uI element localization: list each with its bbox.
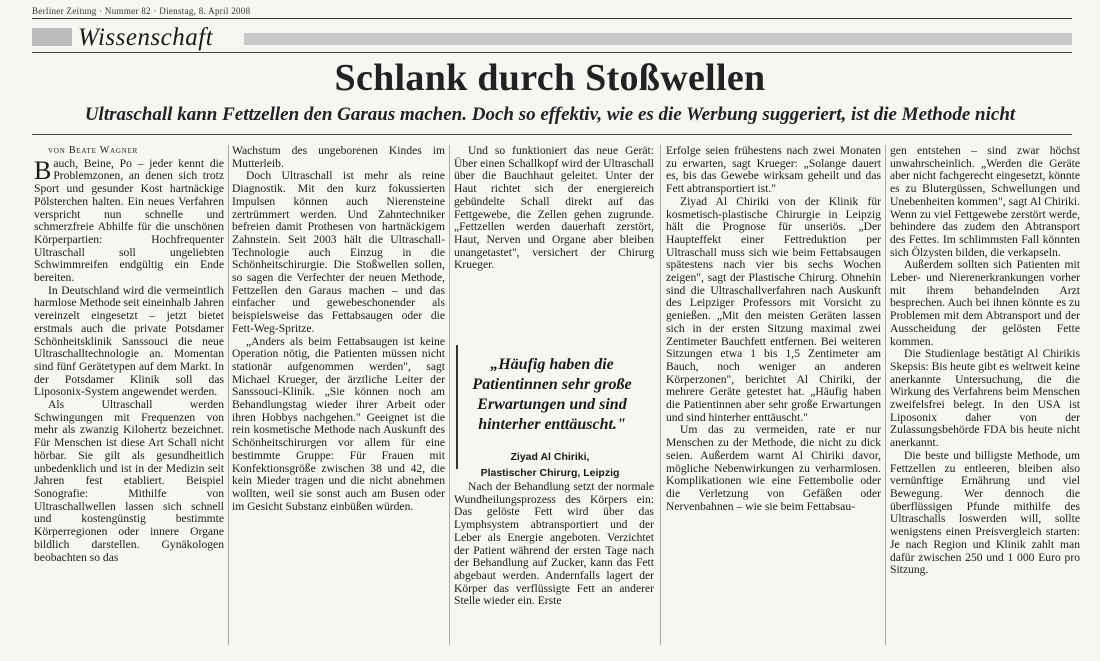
drop-cap: B bbox=[34, 155, 52, 185]
column-divider bbox=[660, 145, 661, 645]
paragraph: Ziyad Al Chiriki von der Klinik für kosmetisch-plastische Chirurgie in Leipzig hält die Prognose für unseriös. „Der Haupteffekt einer Fettreduktion per Ultraschall muss sich wie beim Fettabsaugen spätestens nach vier bis sechs Wochen zeigen", sagt der Plastische Chirurg. Ohnehin sind die Ultraschallverfahren nach Auskunft des Leipziger Professors mit Vorsicht zu genießen. „Mit den meisten Geräten lassen sich in der ersten Sitzung maximal zwei Zentimeter Bauchfett entfernen. Bei weiteren Sitzungen etwa 1 bis 1,5 Zentimeter am Bauch, noch weniger an anderen Körperzonen", berichtet Al Chiriki, der mehrere Geräte getestet hat. „Häufig haben die Patientinnen aber sehr große Erwartungen und sind hinterher enttäuscht." bbox=[666, 194, 881, 424]
masthead-rule bbox=[32, 18, 1072, 19]
paragraph: Doch Ultraschall ist mehr als reine Diagnostik. Mit den kurz fokussierten Impulsen können auch Nierensteine zertrümmert werden. Und Zahntechniker befreien damit Prothesen von hartnäckigem Zahnstein. Seit 2003 hält die Ultraschall-Technologie auch Einzug in die Schönheitschirurgie. Die Stoßwellen sollen, so sagen die Verfechter der neuen Methode, Fettzellen den Garaus machen – und das einfacher und gewebeschonender als beispielsweise das Fettabsaugen oder die Fett-Weg-Spritze. bbox=[232, 169, 445, 335]
paragraph: gen entstehen – sind zwar höchst unwahrscheinlich. „Werden die Geräte aber nicht fachgerecht eingesetzt, könnte es zu Blutergüssen, Schwellungen und Unebenheiten kommen", sagt Al Chiriki. Wenn zu viel Fettgewebe zerstört werde, behindere das zudem den Abtransport des Fettes. Im schlimmsten Fall könnten sich Ölzysten bilden, die verkapseln. bbox=[890, 144, 1080, 259]
article-column-1 bbox=[34, 145, 224, 564]
paragraph: Und so funktioniert das neue Gerät: Über einen Schallkopf wird der Ultraschall über die Bauchhaut geleitet. Unter der Haut richtet sich der energiereich gebündelte Schall direkt auf das Fettgewebe, die Zellen gehen zugrunde. „Fettzellen werden dauerhaft zerstört, Haut, Nerven und Organe aber bleiben unangetastet", versichert der Chirurg Krueger. bbox=[454, 144, 654, 272]
headline: Schlank durch Stoßwellen bbox=[334, 57, 766, 99]
paragraph: „Anders als beim Fettabsaugen ist keine Operation nötig, die Patienten müssen nicht stationär aufgenommen werden", sagt Michael Krueger, der ärztliche Leiter der Sanssouci-Klinik. „Sie können noch am Behandlungstag wieder ihrer Arbeit oder ihren Hobbys nachgehen." Geeignet ist die rein kosmetische Methode nach Auskunft des Schönheitschirurgen vor allem für eine bestimmte Gruppe: Für Frauen mit Konfektionsgröße zwischen 38 und 42, die kein Mieder tragen und die nicht abnehmen wollten, weil sie sonst auch am Busen oder im Gesicht Substanz einbüßen würden. bbox=[232, 334, 445, 513]
article-column-4 bbox=[666, 145, 881, 513]
section-bar-right bbox=[244, 33, 1072, 45]
column-divider bbox=[228, 145, 229, 645]
paragraph: Als Ultraschall werden Schwingungen mit Frequenzen von mehr als zwanzig Kilohertz bezeichnet. Für Menschen ist diese Art Schall nicht hörbar. Sie gilt als gesundheitlich unbedenklich und ist in der Medizin seit Jahren fest etabliert. Beispiel Sonografie: Mithilfe von Ultraschallwellen lassen sich schnell und kostengünstig bestimmte Körperregionen oder innere Organe bildlich darstellen. Gynäkologen beobachten so das bbox=[34, 398, 224, 564]
paragraph: Bauch, Beine, Po – jeder kennt die Problemzonen, an denen sich trotz Sport und gesunder Kost hartnäckige Pölsterchen halten. Ein neues Verfahren verspricht nun schnelle und schmerzfreie Abhilfe für die unschönen Körperpartien: Hochfrequenter Ultraschall soll ungeliebten Schwimmreifen endgültig ein Ende bereiten. bbox=[34, 155, 224, 285]
pull-quote-text: „Häufig haben die Patientinnen sehr große Erwartungen und sind hinterher enttäuscht." bbox=[472, 356, 632, 433]
column-divider bbox=[449, 145, 450, 645]
pull-quote bbox=[456, 345, 642, 479]
paragraph: Nach der Behandlung setzt der normale Wundheilungsprozess des Körpers ein: Das gelöste Fett wird über das Lymphsystem abtransportiert und der Leber als Energie angeboten. Verzichtet der Patient während der ersten Tage nach der Behandlung auf Zucker, kann das Fett abgebaut werden. Andernfalls lagert der Körper das verflüssigte Fett an anderer Stelle wieder ein. Erste bbox=[454, 480, 654, 608]
section-bar-left bbox=[32, 28, 72, 46]
paragraph: Die Studienlage bestätigt Al Chirikis Skepsis: Bis heute gibt es weltweit keine anerkannte Untersuchung, die die Wirkung des Verfahrens beim Menschen zweifelsfrei belegt. In den USA ist Liposonix daher von der Zulassungsbehörde FDA bis heute nicht anerkannt. bbox=[890, 347, 1080, 450]
subheadline: Ultraschall kann Fettzellen den Garaus machen. Doch so effektiv, wie es die Werbung suggeriert, ist die Methode nicht bbox=[84, 104, 1016, 125]
article-column-3-bottom bbox=[454, 481, 654, 608]
pull-quote-name: Ziyad Al Chiriki, bbox=[510, 451, 590, 463]
pull-quote-role: Plastischer Chirurg, Leipzig bbox=[480, 467, 620, 479]
section-rule bbox=[32, 52, 1072, 53]
byline: von Beate Wagner bbox=[48, 145, 139, 156]
subheadline-rule bbox=[32, 134, 1072, 135]
paragraph: Wachstum des ungeborenen Kindes im Mutterleib. bbox=[232, 144, 445, 170]
paragraph: Um das zu vermeiden, rate er nur Menschen zu der Methode, die nicht zu dick seien. Außerdem warnt Al Chiriki davor, mögliche Nebenwirkungen zu verharmlosen. Komplikationen wie eine Fettembolie oder die Verletzung von Gefäßen oder Nervenbahnen – wie sie beim Fettabsau- bbox=[666, 423, 881, 513]
pull-quote-author bbox=[458, 449, 642, 481]
paragraph: Die beste und billigste Methode, um Fettzellen zu entleeren, bleiben also vernünftige Ernährung und viel Bewegung. Wer dennoch die überflüssigen Pfunde mithilfe des Ultraschalls loswerden will, sollte wenigstens einen Preisvergleich starten: Je nach Region und Klinik zahlt man dafür zwischen 250 und 1 000 Euro pro Sitzung. bbox=[890, 448, 1080, 577]
masthead: Berliner Zeitung · Nummer 82 · Dienstag, 8. April 2008 bbox=[32, 6, 251, 16]
paragraph: Außerdem sollten sich Patienten mit Leber- und Nierenerkrankungen vorher mit ihrem behandelnden Arzt besprechen. Auch bei ihnen könnte es zu Problemen mit dem Abtransport und der Ausscheidung der gelösten Fette kommen. bbox=[890, 258, 1080, 348]
article-column-2 bbox=[232, 145, 445, 513]
article-column-5 bbox=[890, 145, 1080, 577]
article-column-3-top bbox=[454, 145, 654, 272]
paragraph: In Deutschland wird die vermeintlich harmlose Methode seit eineinhalb Jahren vereinzelt eingesetzt – jetzt bietet erstmals auch die private Potsdamer Schönheitsklinik Sanssouci die neue Ultraschalltechnologie an. Momentan sind fünf Gerätetypen auf dem Markt. In der Potsdamer Klinik soll das Liposonix-System angewendet werden. bbox=[34, 283, 224, 399]
column-divider bbox=[885, 145, 886, 645]
section-title: Wissenschaft bbox=[78, 24, 214, 51]
paragraph: Erfolge seien frühestens nach zwei Monaten zu erwarten, sagt Krueger: „Solange dauert es, bis das Gewebe wirksam geheilt und das Fett abtransportiert ist." bbox=[666, 144, 881, 196]
